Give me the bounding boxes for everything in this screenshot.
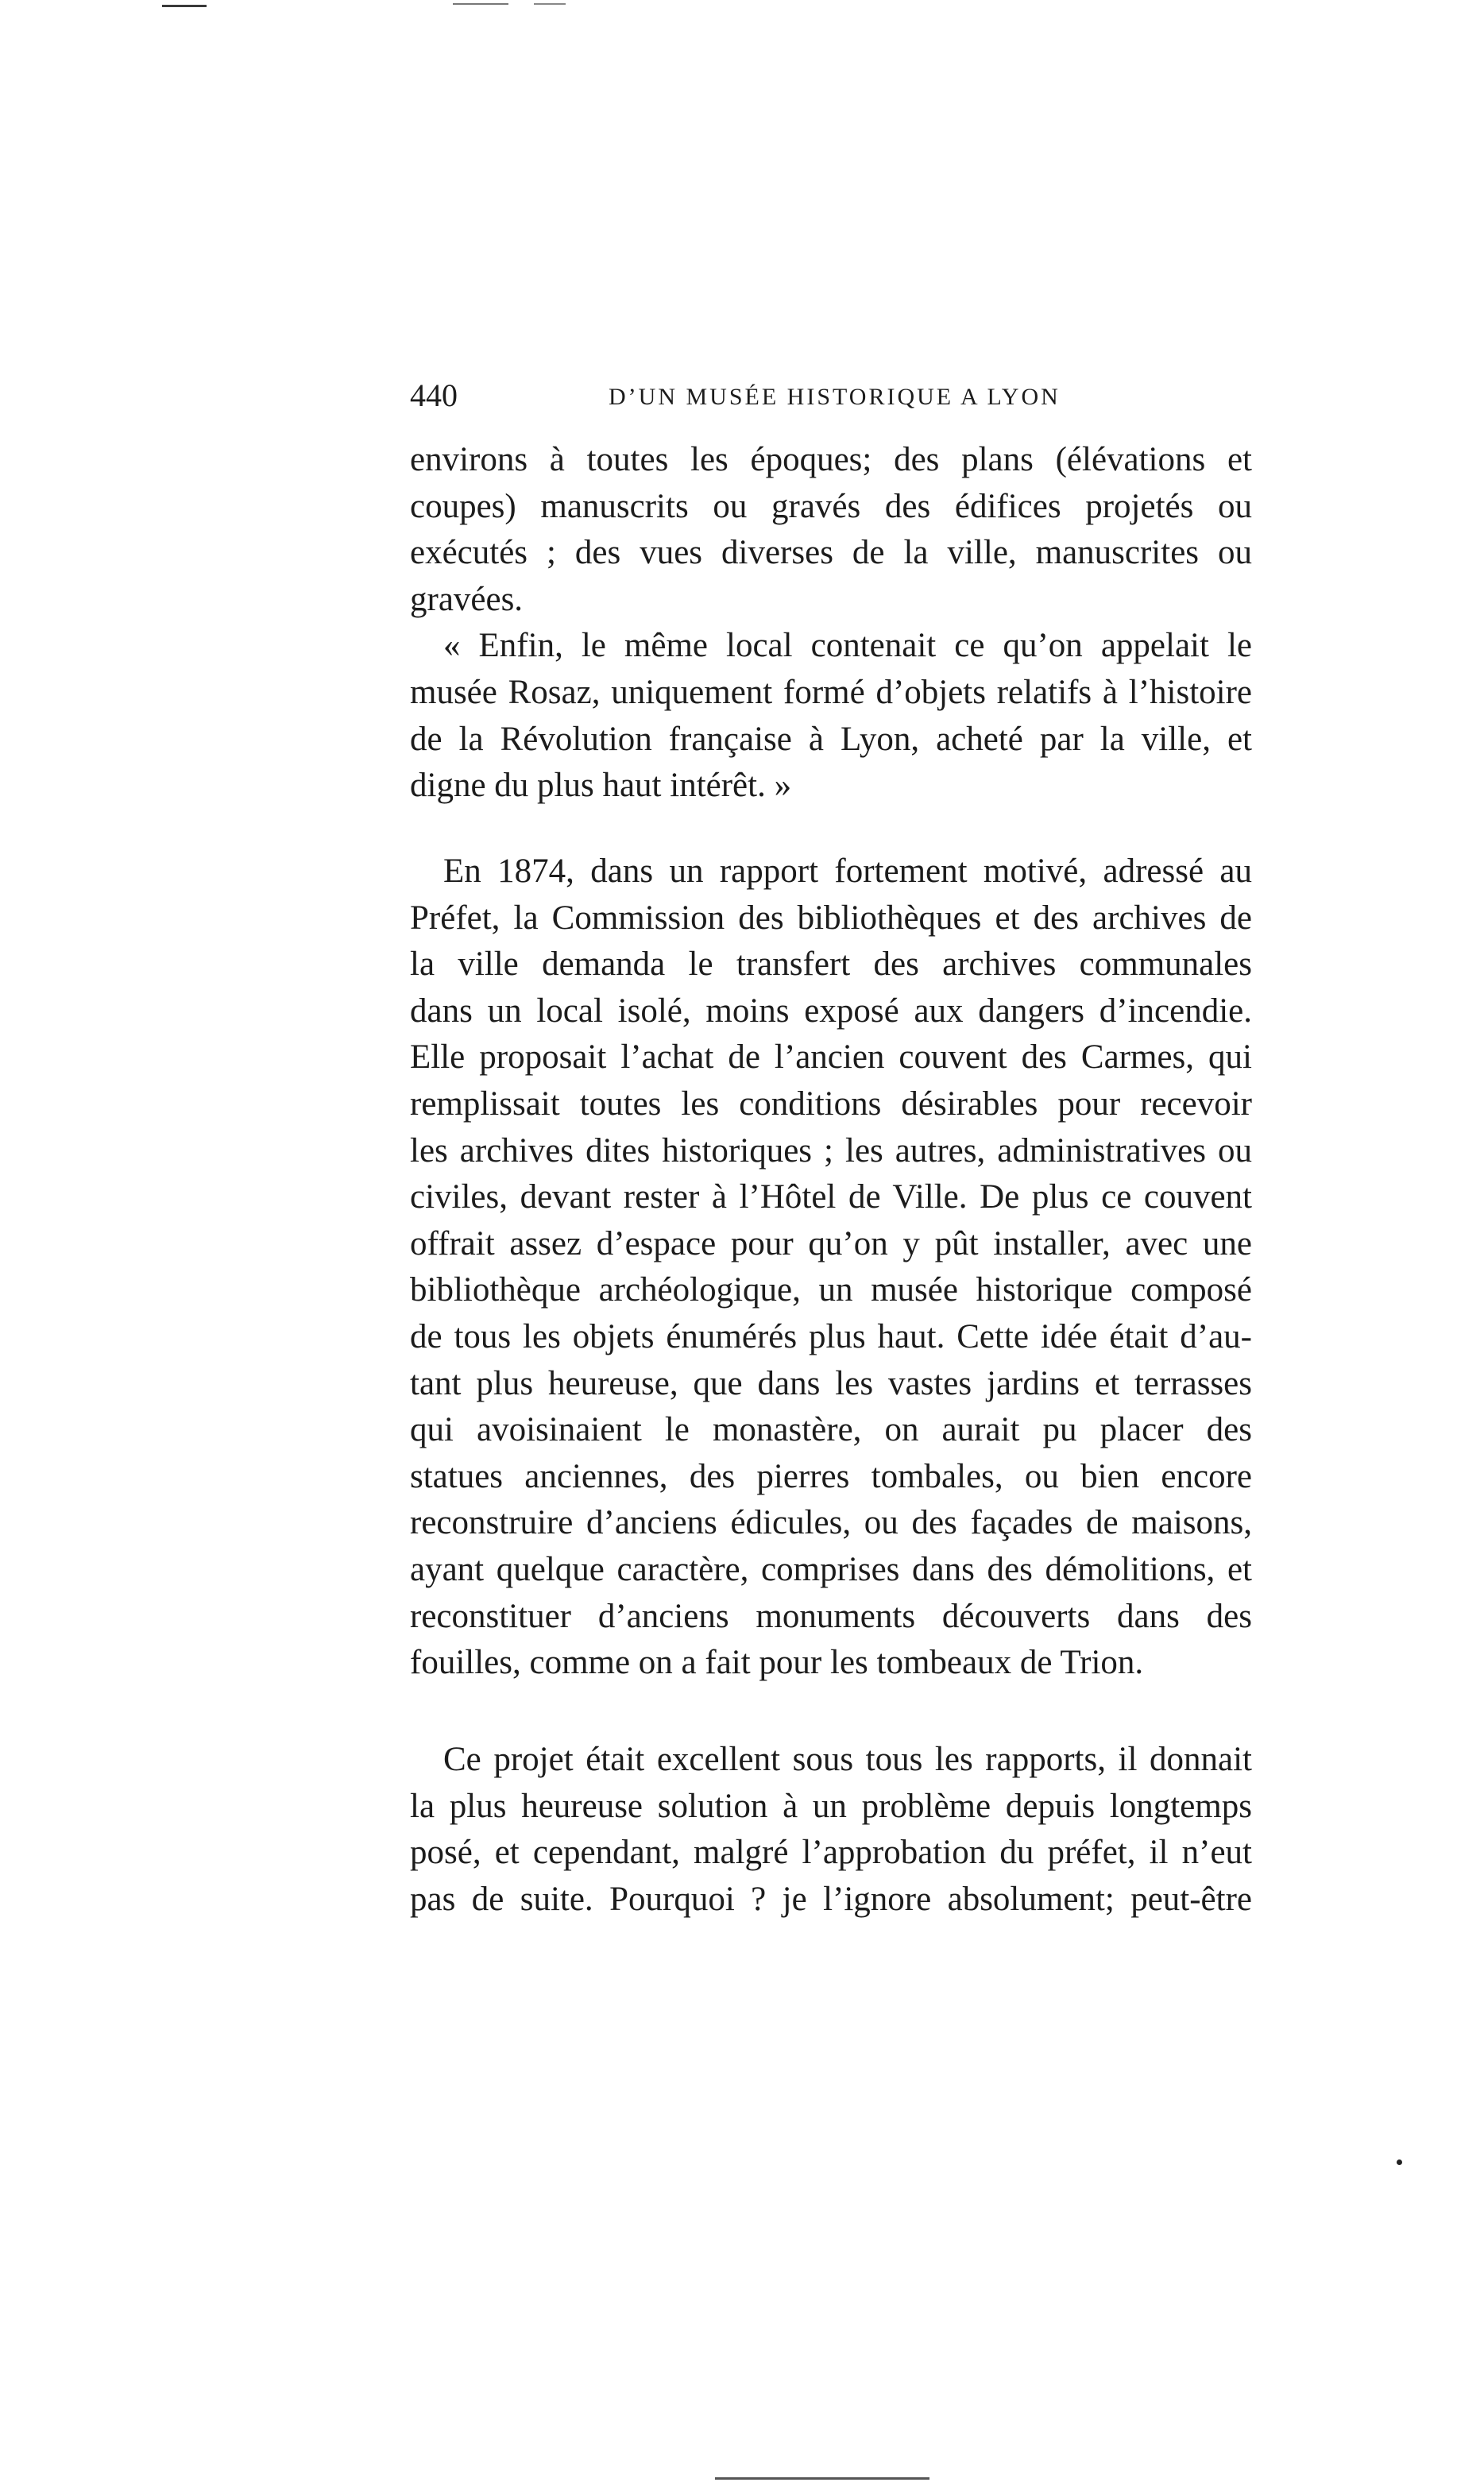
paragraph-1874 — [410, 849, 1252, 1687]
text-line: ayant quelque caractère, comprises dans des démolitions, et — [410, 1550, 1252, 1588]
text-line: posé, et cependant, malgré l’approbation du préfet, il n’eut — [410, 1834, 1252, 1872]
text-line: de la Révolution française à Lyon, acheté par la ville, et — [410, 720, 1252, 758]
text-line: Elle proposait l’achat de l’ancien couvent des Carmes, qui — [410, 1038, 1252, 1077]
paragraph-projet — [410, 1737, 1252, 1923]
page-header — [410, 373, 1252, 418]
text-line: la plus heureuse solution à un problème depuis longtemps — [410, 1787, 1252, 1825]
running-title: D’UN MUSÉE HISTORIQUE A LYON — [609, 384, 1061, 410]
scan-mark — [534, 3, 566, 5]
text-line: de tous les objets énumérés plus haut. Cette idée était d’au- — [410, 1317, 1252, 1355]
text-line: environs à toutes les époques; des plans (élévations et — [410, 441, 1252, 478]
text-line: civiles, devant rester à l’Hôtel de Ville. De plus ce couvent — [410, 1178, 1252, 1216]
text-line: fouilles, comme on a fait pour les tombeaux de Trion. — [410, 1644, 1144, 1682]
text-line: qui avoisinaient le monastère, on aurait pu placer des — [410, 1411, 1252, 1449]
text-line: pas de suite. Pourquoi ? je l’ignore absolument; peut-être — [410, 1880, 1252, 1918]
text-line: En 1874, dans un rapport fortement motivé, adressé au — [443, 853, 1252, 890]
text-line: Préfet, la Commission des bibliothèques et des archives de — [410, 899, 1252, 937]
text-line: exécutés ; des vues diverses de la ville, manuscrites ou — [410, 534, 1252, 572]
text-line: offrait assez d’espace pour qu’on y pût installer, avec une — [410, 1224, 1252, 1262]
text-line: Ce projet était excellent sous tous les rapports, il donnait — [443, 1741, 1252, 1778]
text-line: gravées. — [410, 580, 524, 618]
scan-mark — [453, 3, 508, 5]
text-line: reconstituer d’anciens monuments découverts dans des — [410, 1597, 1252, 1635]
page-number: 440 — [410, 377, 458, 413]
scan-mark — [162, 5, 207, 7]
text-line: reconstruire d’anciens édicules, ou des façades de maisons, — [410, 1504, 1252, 1542]
paragraph-continuation — [410, 437, 1252, 810]
text-line: les archives dites historiques ; les autres, administratives ou — [410, 1131, 1252, 1170]
scan-mark — [715, 2477, 929, 2480]
text-line: bibliothèque archéologique, un musée historique composé — [410, 1271, 1252, 1309]
text-line: « Enfin, le même local contenait ce qu’on appelait le — [443, 627, 1252, 665]
text-line: remplissait toutes les conditions désirables pour recevoir — [410, 1085, 1252, 1123]
text-line: digne du plus haut intérêt. » — [410, 767, 792, 805]
text-line: coupes) manuscrits ou gravés des édifices projetés ou — [410, 487, 1252, 525]
scan-dot — [1397, 2159, 1402, 2165]
text-line: statues anciennes, des pierres tombales, ou bien encore — [410, 1457, 1252, 1495]
text-line: la ville demanda le transfert des archives communales — [410, 945, 1252, 984]
text-line: musée Rosaz, uniquement formé d’objets relatifs à l’histoire — [410, 673, 1252, 711]
text-line: dans un local isolé, moins exposé aux dangers d’incendie. — [410, 992, 1252, 1030]
text-line: tant plus heureuse, que dans les vastes jardins et terrasses — [410, 1364, 1252, 1402]
